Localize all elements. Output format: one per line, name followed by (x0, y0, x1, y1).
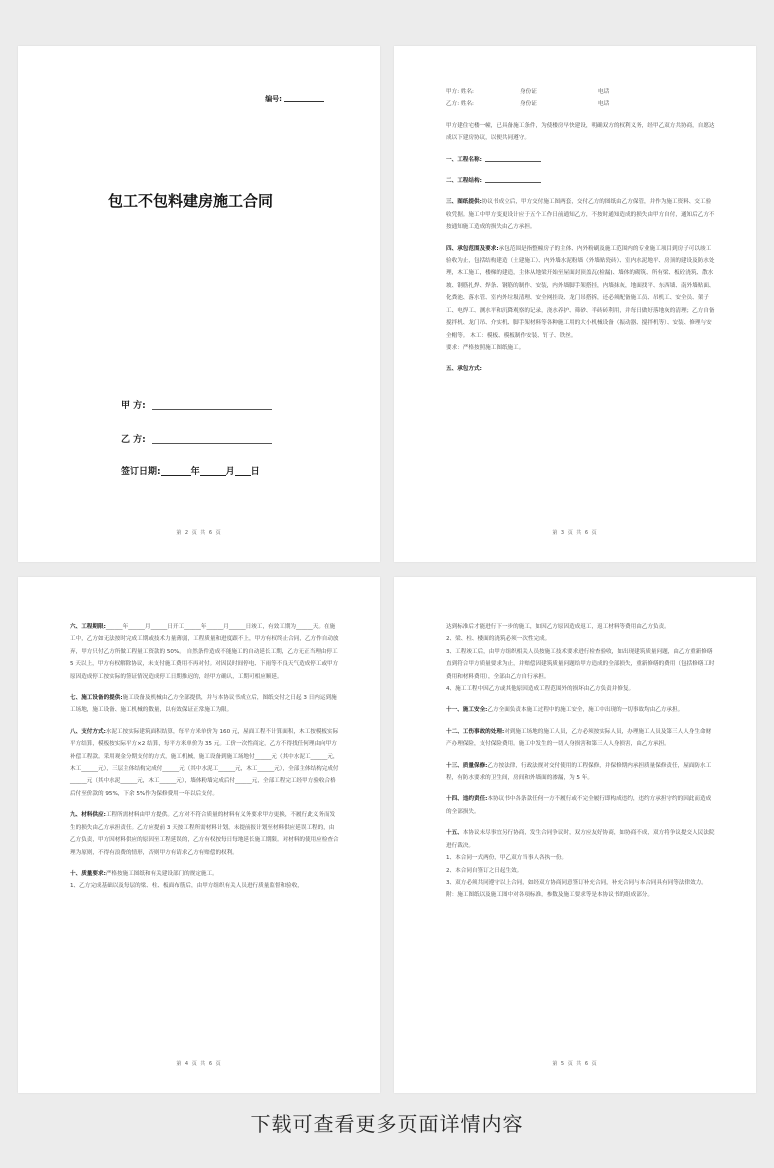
section-warranty: 十三、质量保修:乙方按法律，行政法规对交付使用的工程保修，并保修期内承担质量保修责任，屋面防水工程，有防水要求的卫生间，房间和外墙面的渗漏，为 5 年。 (446, 762, 712, 782)
number-line (284, 101, 324, 102)
page-footer: 第 3 页 共 6 页 (552, 530, 598, 536)
section-other: 十五、本协议未尽事宜另行协商，发生合同争议时，双方应友好协商，如协商不成，双方将争议提交人民法院进行裁决。 (446, 830, 715, 849)
section-project-name: 一、工程名称: (446, 154, 716, 166)
section-payment: 八、支付方式:水泥工按实际建筑面积结算，每平方米单价为 160 元，屋面工程不计算面积，木工按模板实际平方结算，模板按实际平方×2 结算，每平方米单价为 35 元。工价一次性商定，乙方不得找任何理由向甲方补偿工程款。采用观金分期支付的方式，施工机械，施工设备到施工场地付______元（其中水泥工______元，木工______元），三层主体结构完成付______元（其中水泥工______元，木工______元），全部主体结构完成付______元（其中水泥______元，木工______元），墙体粉墙完成后付______元，全部工程完工经甲方验收合格后付至价款的 95%，下余 5%作为保修费用一年以后支付。 (70, 728, 339, 797)
page-three (394, 46, 756, 562)
party-a-line (152, 409, 272, 410)
page-four (18, 577, 380, 1093)
page-footer: 第 4 页 共 6 页 (176, 1061, 222, 1067)
scope-requirement: 要求：严格按照施工图纸施工。 (446, 344, 525, 351)
clause-3: 3、双方必须共同遵守以上合同，如经双方协商同意签订补充合同，补充合同与本合同具有同等法律效力。 (446, 879, 707, 886)
contract-number: 编号: (265, 94, 324, 104)
page-five-content (446, 621, 716, 902)
page-three-content (446, 86, 716, 376)
section-safety: 十一、施工安全:乙方全面负责本施工过程中的施工安全，施工中出现的一切事故均由乙方承担。 (446, 707, 684, 714)
section-materials: 九、材料供应:工程所需材料由甲方提供。乙方对不符合质量的材料有义务要求甲方更换，不履行此义务而发生的损失由乙方承担责任。乙方应提前 3 天按工程所需材料计划，未提前报计划至材料供应延误工程的，由乙方负责，甲方因材料供应的原因至工程延误的，乙方有权按每日每地延长施工期限。对材料的使用应检查合理为原则，不得有浪费的情形，否则甲方有请求乙方有赔偿的权利。 (70, 812, 339, 856)
section-quality: 十、质量要求:严格按施工图纸和有关建设部门的规定施工。 (70, 870, 218, 877)
section-project-structure: 二、工程结构: (446, 175, 716, 187)
quality-item-1-cont: 达到标准后才能进行下一步的施工，如因乙方原因造成返工，返工材料等费用由乙方负责。 (446, 624, 670, 630)
section-breach: 十四、违约责任:本协议书中各条款任何一方不履行或不完全履行即构成违约，违约方承担守约的因此而造成的全部损失。 (446, 796, 712, 815)
party-b-line (152, 443, 272, 444)
sign-date: 签订日期: 年 月 日 (121, 467, 260, 477)
intro-paragraph: 甲方建住宅楼一幢，已具备施工条件，为使楼房早快建设，明确双方的权利义务，经甲乙双方共协商，自愿达成以下建房协议，以便共同遵守。 (446, 122, 715, 142)
party-b-signature: 乙 方: (121, 432, 272, 445)
page-footer: 第 2 页 共 6 页 (176, 530, 222, 536)
clause-1: 1、本合同一式两份，甲乙双方当事人各执一份。 (446, 855, 568, 862)
section-period: 六、工程期限:______年______月______日开工______年______月______日竣工，有效工期为______天。在施工中，乙方如无法按时完成工期或技术力量薄弱，工程质量和进度跟不上，甲方有权终止合同，乙方作自动放弃，甲方只付乙方所做工程量工资款的 50%。 自然条件造成不能施工的自动延长工期，乙方无正当理由停工 5 天以上，甲方有权解除协议，未支付施工费用不再对付。对因民时间停电、下雨等不良天气造成停工或甲方原因造成停工按实际的签证情况造成停工日期推迟的，经甲方确认，工期可相应顺延。 (70, 624, 339, 680)
clause-2: 2、本合同自签订之日起生效。 (446, 867, 523, 874)
contract-title: 包工不包料建房施工合同 (108, 192, 274, 210)
section-injury: 十二、工伤事故的处理:对到施工场地的施工人员，乙方必须按实际人员，办理施工人员及第三人人身生命财产办理保险，支付保险费用。施工中发生的一切人身损害和第三人人身损害，由乙方承担。 (446, 728, 712, 748)
section-scope: 四、承包范围及要求:承包范围是指整幢房子的主体、内外粉刷及施工范围内的专业施工项目到房子可以竣工验收为止，包括结构建造（土建施工）、内外墙水泥粉墙（外墙贴瓷砖）、室内水泥地平、房顶的建设及防水处理，木工施工，楼梯的建造，主体从地梁开始至屋面封顶盖瓦(检漏)、墙体的砌筑、所有梁、板砼浇筑、散水坡、钢筋扎焊、焊条、钢筋的制作、安装，内外墙脚手架搭挂，内墙抹灰，地面找平、东西墙、南外墙贴面、化粪池、落水管、室内外垃圾清理、安全网挂设、龙门吊搭拆，还必须配备施工员、吊机工、安全员、架子工、电焊工、测水平和沉降观察的记录，浇水养护、筛砂、半砖砖利用，并每日做好落地灰的清理；乙方自备搅拌机、龙门吊、介实机、脚手架材料等各种施工用的大小机械设备（振动器、搅拌机等）、安装、修理与安全帽等。 木工：模板、模板制作安装、钉子、铁丝。 (446, 245, 715, 339)
download-caption: 下载可查看更多页面详情内容 (250, 1112, 524, 1136)
party-a-info: 甲方: 姓名: 身份证 电话 (446, 89, 610, 95)
quality-item-2: 2、梁、柱、楼面的浇筑必须一次性完成。 (446, 636, 551, 643)
party-a-signature: 甲 方: (121, 398, 272, 411)
page-five (394, 577, 756, 1093)
party-b-info: 乙方: 姓名: 身份证 电话 (446, 101, 610, 108)
quality-item-1: 1、乙方完成基础以及每层的梁、柱、板面布筋后，由甲方组织有关人员进行质量监督和验收， (70, 883, 303, 890)
page-cover (18, 46, 380, 562)
quality-item-4: 4、施工工程中因乙方或其他原因造成工程范围外的损坏由乙方负责并修复。 (446, 686, 635, 693)
section-contract-mode: 五、承包方式: (446, 366, 482, 373)
section-equipment: 七、施工设备的提供:施工设备及机械由乙方全部提供，并与本协议书成立后，图纸交付之日起 3 日内运到施工场地，施工设备、施工机械的数量，以有效保证正常施工为限。 (70, 695, 337, 714)
quality-item-3: 3、工程竣工后，由甲方组织相关人员按施工技术要求进行检查验收，如出现建筑质量问题，由乙方重新修缮直到符合甲方质量要求为止，并赔偿因建筑质量问题给甲方造成的全部损失，重新修缮的费用（包括修缮工时费用和材料费用），全部由乙方自行承担。 (446, 648, 715, 680)
clause-4: 附：施工图纸以及施工图中对各项标准，参数及施工要求等是本协议书的组成部分。 (446, 892, 653, 899)
page-footer: 第 5 页 共 6 页 (552, 1061, 598, 1067)
section-drawings: 三、图纸提供:协议书成立后，甲方交付施工图两套，交付乙方的图纸由乙方保管，并作为施工资料、交工验收凭据。施工中甲方变更设计应于五个工作日前通知乙方，不按时通知造成的损失由甲方自付，通知后乙方不按通知施工造成的损失由乙方承担。 (446, 199, 715, 231)
page-four-content (70, 621, 340, 893)
